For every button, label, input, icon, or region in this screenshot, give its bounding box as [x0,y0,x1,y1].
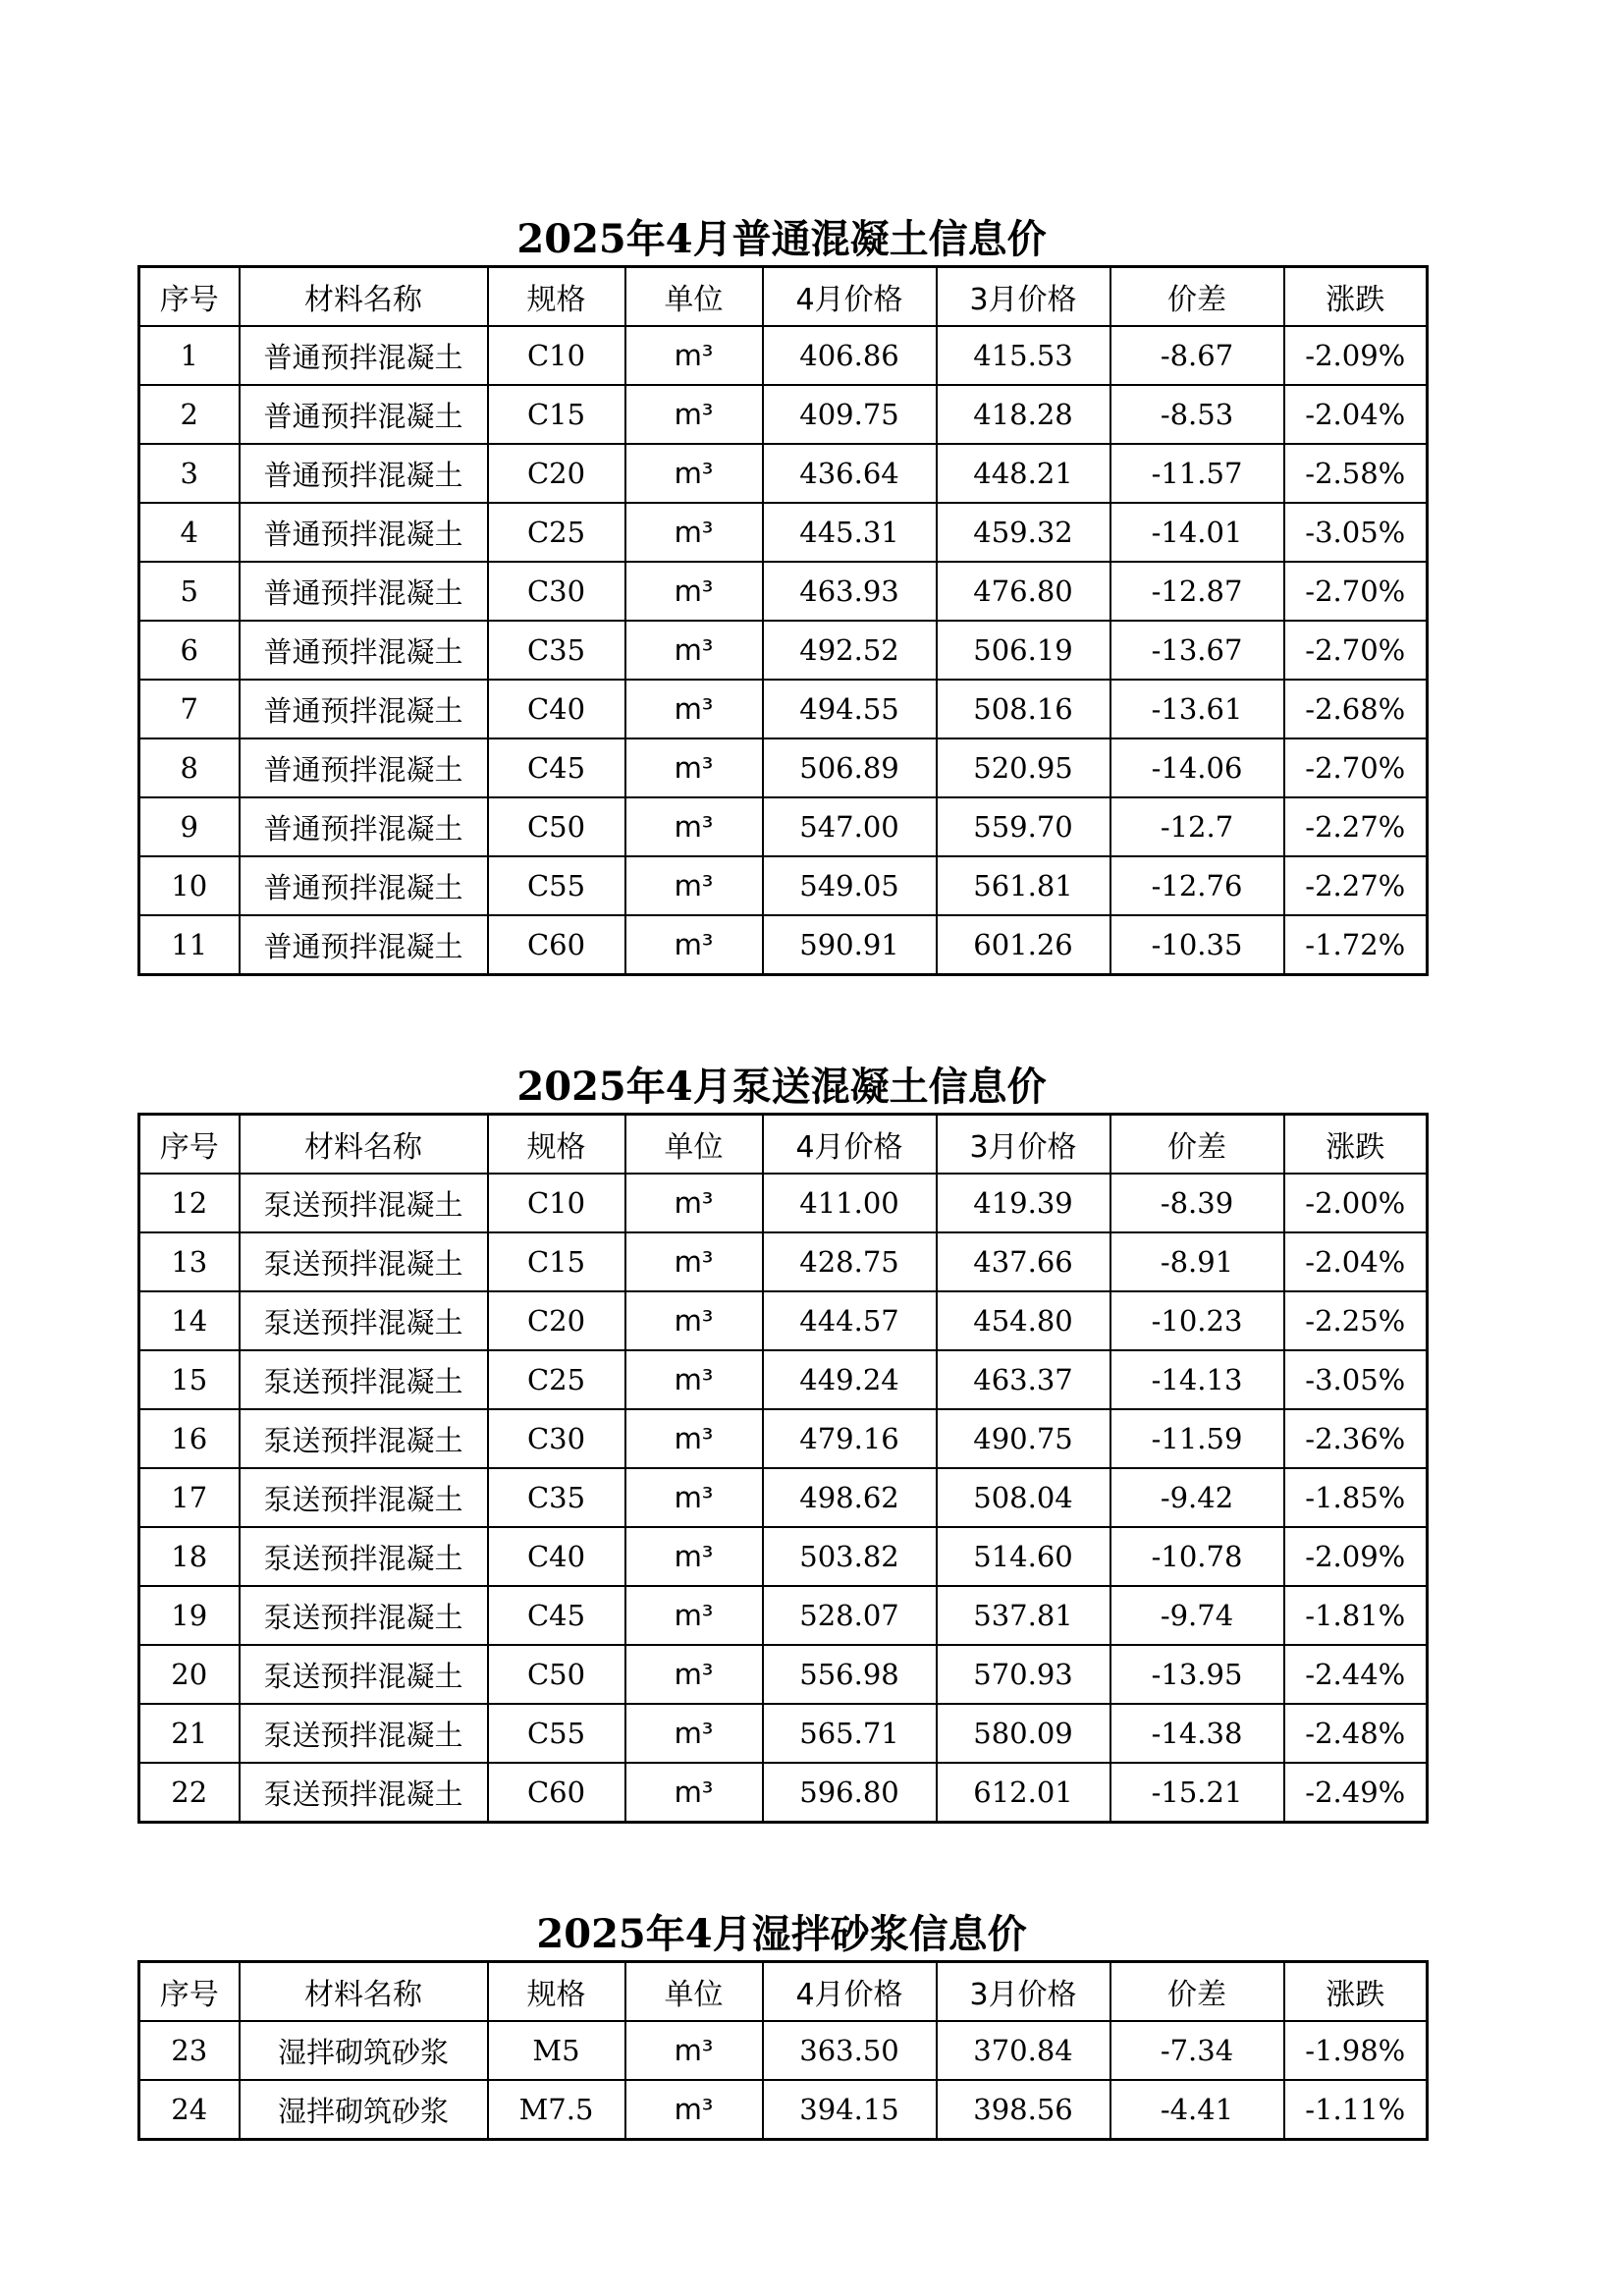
cell-price-diff: -4.41 [1110,2080,1284,2140]
cell-unit: m³ [625,621,763,680]
cell-material-name: 普通预拌混凝土 [240,680,488,738]
cell-change-pct: -1.81% [1284,1586,1428,1645]
cell-march-price: 490.75 [937,1409,1110,1468]
cell-serial-no: 15 [139,1350,240,1409]
cell-april-price: 549.05 [763,856,937,915]
price-table [137,265,1429,976]
cell-change-pct: -2.09% [1284,326,1428,385]
cell-change-pct: -2.09% [1284,1527,1428,1586]
cell-spec: C40 [488,680,625,738]
header-spec: 规格 [488,1115,625,1175]
table-row [139,915,1428,975]
cell-serial-no: 13 [139,1232,240,1291]
cell-unit: m³ [625,444,763,503]
cell-material-name: 普通预拌混凝土 [240,797,488,856]
cell-spec: C60 [488,1763,625,1823]
cell-price-diff: -14.06 [1110,738,1284,797]
cell-material-name: 湿拌砌筑砂浆 [240,2021,488,2080]
cell-spec: C50 [488,1645,625,1704]
cell-price-diff: -8.67 [1110,326,1284,385]
cell-april-price: 436.64 [763,444,937,503]
cell-april-price: 463.93 [763,562,937,621]
cell-april-price: 596.80 [763,1763,937,1823]
cell-unit: m³ [625,1763,763,1823]
header-april-price: 4月价格 [763,1115,937,1175]
table-row [139,797,1428,856]
cell-unit: m³ [625,1527,763,1586]
header-spec: 规格 [488,1962,625,2022]
section-title: 2025年4月湿拌砂浆信息价 [536,1911,1027,1957]
cell-unit: m³ [625,797,763,856]
header-row [139,1115,1428,1175]
table-row [139,680,1428,738]
cell-spec: C45 [488,738,625,797]
cell-unit: m³ [625,326,763,385]
cell-unit: m³ [625,1645,763,1704]
header-price-diff: 价差 [1110,1115,1284,1175]
table-row [139,1468,1428,1527]
cell-serial-no: 19 [139,1586,240,1645]
cell-change-pct: -2.58% [1284,444,1428,503]
cell-material-name: 普通预拌混凝土 [240,385,488,444]
cell-price-diff: -11.59 [1110,1409,1284,1468]
cell-april-price: 411.00 [763,1174,937,1232]
cell-price-diff: -15.21 [1110,1763,1284,1823]
cell-material-name: 普通预拌混凝土 [240,856,488,915]
cell-material-name: 泵送预拌混凝土 [240,1704,488,1763]
cell-unit: m³ [625,1586,763,1645]
cell-change-pct: -2.70% [1284,621,1428,680]
table-row [139,385,1428,444]
cell-spec: C25 [488,503,625,562]
cell-spec: C55 [488,856,625,915]
table-body [139,2021,1428,2140]
cell-serial-no: 9 [139,797,240,856]
cell-march-price: 454.80 [937,1291,1110,1350]
table-row [139,326,1428,385]
cell-spec: C45 [488,1586,625,1645]
cell-serial-no: 2 [139,385,240,444]
cell-serial-no: 17 [139,1468,240,1527]
header-spec: 规格 [488,267,625,327]
cell-spec: C30 [488,562,625,621]
cell-price-diff: -11.57 [1110,444,1284,503]
cell-march-price: 415.53 [937,326,1110,385]
cell-price-diff: -9.74 [1110,1586,1284,1645]
cell-material-name: 泵送预拌混凝土 [240,1232,488,1291]
cell-unit: m³ [625,1174,763,1232]
cell-march-price: 520.95 [937,738,1110,797]
table-row [139,1350,1428,1409]
cell-material-name: 泵送预拌混凝土 [240,1409,488,1468]
table-row [139,562,1428,621]
table-row [139,444,1428,503]
cell-serial-no: 14 [139,1291,240,1350]
cell-spec: C10 [488,326,625,385]
header-unit: 单位 [625,1962,763,2022]
header-unit: 单位 [625,267,763,327]
cell-spec: M5 [488,2021,625,2080]
cell-unit: m³ [625,1468,763,1527]
cell-serial-no: 24 [139,2080,240,2140]
cell-unit: m³ [625,738,763,797]
cell-march-price: 561.81 [937,856,1110,915]
cell-material-name: 泵送预拌混凝土 [240,1586,488,1645]
header-row [139,267,1428,327]
cell-spec: C20 [488,1291,625,1350]
cell-spec: C50 [488,797,625,856]
header-price-diff: 价差 [1110,1962,1284,2022]
cell-serial-no: 23 [139,2021,240,2080]
cell-april-price: 556.98 [763,1645,937,1704]
section-title: 2025年4月泵送混凝土信息价 [516,1064,1047,1110]
cell-spec: C35 [488,621,625,680]
cell-price-diff: -7.34 [1110,2021,1284,2080]
cell-april-price: 449.24 [763,1350,937,1409]
cell-change-pct: -2.00% [1284,1174,1428,1232]
header-unit: 单位 [625,1115,763,1175]
cell-price-diff: -14.13 [1110,1350,1284,1409]
cell-material-name: 普通预拌混凝土 [240,915,488,975]
cell-spec: C60 [488,915,625,975]
cell-price-diff: -9.42 [1110,1468,1284,1527]
cell-april-price: 394.15 [763,2080,937,2140]
header-march-price: 3月价格 [937,1115,1110,1175]
cell-material-name: 泵送预拌混凝土 [240,1291,488,1350]
cell-material-name: 泵送预拌混凝土 [240,1527,488,1586]
cell-material-name: 湿拌砌筑砂浆 [240,2080,488,2140]
cell-change-pct: -2.36% [1284,1409,1428,1468]
cell-price-diff: -12.87 [1110,562,1284,621]
table-row [139,1232,1428,1291]
header-change-pct: 涨跌 [1284,1115,1428,1175]
cell-spec: C40 [488,1527,625,1586]
cell-material-name: 普通预拌混凝土 [240,503,488,562]
cell-change-pct: -2.70% [1284,738,1428,797]
cell-unit: m³ [625,856,763,915]
table-row [139,856,1428,915]
cell-serial-no: 22 [139,1763,240,1823]
cell-material-name: 普通预拌混凝土 [240,444,488,503]
cell-unit: m³ [625,385,763,444]
cell-spec: M7.5 [488,2080,625,2140]
cell-change-pct: -1.98% [1284,2021,1428,2080]
cell-price-diff: -10.35 [1110,915,1284,975]
cell-march-price: 459.32 [937,503,1110,562]
cell-serial-no: 21 [139,1704,240,1763]
price-table [137,1960,1429,2141]
cell-unit: m³ [625,562,763,621]
cell-april-price: 503.82 [763,1527,937,1586]
cell-material-name: 泵送预拌混凝土 [240,1645,488,1704]
cell-april-price: 547.00 [763,797,937,856]
cell-unit: m³ [625,680,763,738]
cell-unit: m³ [625,1232,763,1291]
cell-march-price: 419.39 [937,1174,1110,1232]
cell-april-price: 565.71 [763,1704,937,1763]
cell-material-name: 泵送预拌混凝土 [240,1763,488,1823]
cell-march-price: 559.70 [937,797,1110,856]
cell-april-price: 444.57 [763,1291,937,1350]
cell-change-pct: -1.72% [1284,915,1428,975]
cell-april-price: 409.75 [763,385,937,444]
cell-unit: m³ [625,2021,763,2080]
header-row [139,1962,1428,2022]
cell-march-price: 418.28 [937,385,1110,444]
header-material-name: 材料名称 [240,267,488,327]
cell-march-price: 508.04 [937,1468,1110,1527]
cell-change-pct: -2.49% [1284,1763,1428,1823]
cell-serial-no: 18 [139,1527,240,1586]
section-pumped-concrete [137,1062,1426,1824]
cell-serial-no: 16 [139,1409,240,1468]
cell-material-name: 普通预拌混凝土 [240,621,488,680]
cell-march-price: 508.16 [937,680,1110,738]
cell-april-price: 590.91 [763,915,937,975]
price-table [137,1113,1429,1824]
table-row [139,2021,1428,2080]
cell-material-name: 泵送预拌混凝土 [240,1350,488,1409]
header-march-price: 3月价格 [937,1962,1110,2022]
cell-march-price: 448.21 [937,444,1110,503]
cell-change-pct: -2.04% [1284,385,1428,444]
cell-price-diff: -12.7 [1110,797,1284,856]
table-row [139,738,1428,797]
cell-serial-no: 1 [139,326,240,385]
table-row [139,1763,1428,1823]
cell-unit: m³ [625,1409,763,1468]
cell-spec: C10 [488,1174,625,1232]
cell-unit: m³ [625,2080,763,2140]
cell-spec: C15 [488,1232,625,1291]
cell-serial-no: 11 [139,915,240,975]
cell-unit: m³ [625,503,763,562]
cell-price-diff: -13.67 [1110,621,1284,680]
cell-march-price: 398.56 [937,2080,1110,2140]
cell-change-pct: -2.68% [1284,680,1428,738]
header-change-pct: 涨跌 [1284,267,1428,327]
cell-april-price: 406.86 [763,326,937,385]
cell-april-price: 494.55 [763,680,937,738]
table-row [139,1704,1428,1763]
cell-price-diff: -13.95 [1110,1645,1284,1704]
cell-serial-no: 3 [139,444,240,503]
header-change-pct: 涨跌 [1284,1962,1428,2022]
cell-serial-no: 5 [139,562,240,621]
cell-change-pct: -2.27% [1284,797,1428,856]
cell-material-name: 泵送预拌混凝土 [240,1174,488,1232]
table-row [139,2080,1428,2140]
cell-march-price: 506.19 [937,621,1110,680]
cell-price-diff: -14.01 [1110,503,1284,562]
header-serial-no: 序号 [139,1962,240,2022]
cell-march-price: 514.60 [937,1527,1110,1586]
table-body [139,326,1428,975]
header-material-name: 材料名称 [240,1962,488,2022]
cell-unit: m³ [625,1704,763,1763]
header-april-price: 4月价格 [763,267,937,327]
table-row [139,503,1428,562]
cell-material-name: 普通预拌混凝土 [240,562,488,621]
cell-serial-no: 6 [139,621,240,680]
cell-unit: m³ [625,915,763,975]
table-row [139,1291,1428,1350]
cell-price-diff: -8.53 [1110,385,1284,444]
cell-material-name: 普通预拌混凝土 [240,326,488,385]
cell-march-price: 476.80 [937,562,1110,621]
header-serial-no: 序号 [139,1115,240,1175]
cell-change-pct: -2.70% [1284,562,1428,621]
cell-serial-no: 10 [139,856,240,915]
cell-change-pct: -2.27% [1284,856,1428,915]
cell-spec: C35 [488,1468,625,1527]
section-wet-mortar [137,1909,1426,2141]
cell-spec: C15 [488,385,625,444]
cell-april-price: 479.16 [763,1409,937,1468]
cell-price-diff: -13.61 [1110,680,1284,738]
cell-serial-no: 4 [139,503,240,562]
cell-spec: C55 [488,1704,625,1763]
cell-price-diff: -8.39 [1110,1174,1284,1232]
table-row [139,1586,1428,1645]
cell-april-price: 498.62 [763,1468,937,1527]
cell-unit: m³ [625,1291,763,1350]
cell-change-pct: -1.11% [1284,2080,1428,2140]
cell-price-diff: -10.23 [1110,1291,1284,1350]
cell-april-price: 528.07 [763,1586,937,1645]
cell-march-price: 537.81 [937,1586,1110,1645]
cell-change-pct: -1.85% [1284,1468,1428,1527]
cell-april-price: 492.52 [763,621,937,680]
cell-change-pct: -3.05% [1284,503,1428,562]
cell-march-price: 601.26 [937,915,1110,975]
section-title: 2025年4月普通混凝土信息价 [516,216,1047,262]
cell-change-pct: -2.25% [1284,1291,1428,1350]
cell-change-pct: -2.48% [1284,1704,1428,1763]
cell-april-price: 445.31 [763,503,937,562]
cell-serial-no: 12 [139,1174,240,1232]
table-row [139,1409,1428,1468]
cell-spec: C20 [488,444,625,503]
cell-april-price: 428.75 [763,1232,937,1291]
cell-march-price: 463.37 [937,1350,1110,1409]
cell-spec: C25 [488,1350,625,1409]
cell-change-pct: -3.05% [1284,1350,1428,1409]
cell-price-diff: -12.76 [1110,856,1284,915]
cell-change-pct: -2.04% [1284,1232,1428,1291]
table-row [139,1645,1428,1704]
cell-material-name: 普通预拌混凝土 [240,738,488,797]
cell-serial-no: 20 [139,1645,240,1704]
cell-april-price: 363.50 [763,2021,937,2080]
table-row [139,621,1428,680]
table-row [139,1174,1428,1232]
section-ordinary-concrete [137,214,1426,976]
header-price-diff: 价差 [1110,267,1284,327]
cell-change-pct: -2.44% [1284,1645,1428,1704]
cell-march-price: 570.93 [937,1645,1110,1704]
cell-material-name: 泵送预拌混凝土 [240,1468,488,1527]
cell-april-price: 506.89 [763,738,937,797]
cell-serial-no: 7 [139,680,240,738]
cell-price-diff: -8.91 [1110,1232,1284,1291]
header-march-price: 3月价格 [937,267,1110,327]
cell-march-price: 437.66 [937,1232,1110,1291]
table-body [139,1174,1428,1823]
cell-march-price: 580.09 [937,1704,1110,1763]
cell-march-price: 612.01 [937,1763,1110,1823]
header-material-name: 材料名称 [240,1115,488,1175]
cell-march-price: 370.84 [937,2021,1110,2080]
header-april-price: 4月价格 [763,1962,937,2022]
cell-price-diff: -10.78 [1110,1527,1284,1586]
table-row [139,1527,1428,1586]
header-serial-no: 序号 [139,267,240,327]
cell-serial-no: 8 [139,738,240,797]
cell-spec: C30 [488,1409,625,1468]
cell-price-diff: -14.38 [1110,1704,1284,1763]
cell-unit: m³ [625,1350,763,1409]
